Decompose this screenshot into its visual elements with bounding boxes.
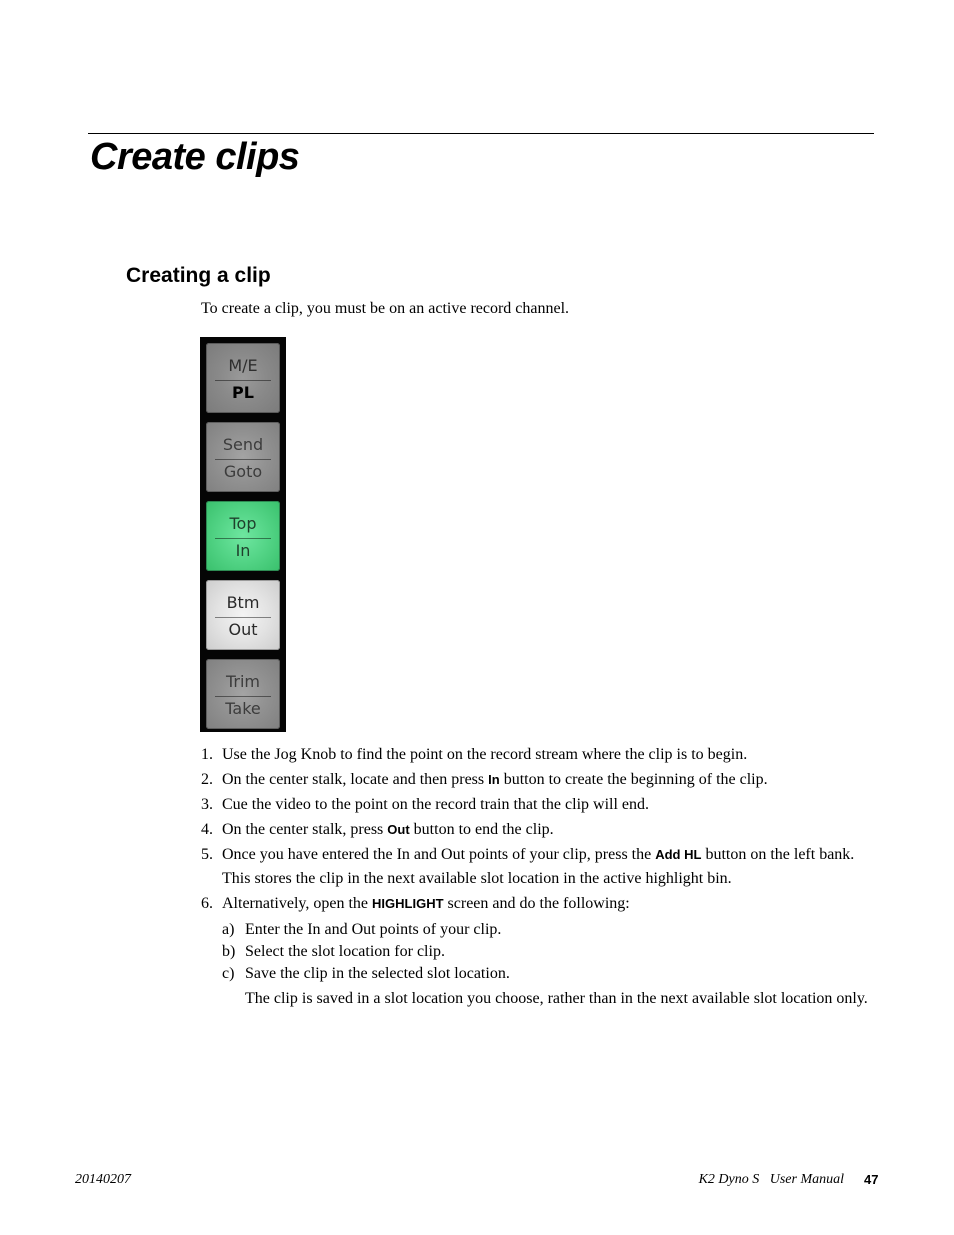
intro-text: To create a clip, you must be on an active record channel. bbox=[201, 300, 570, 317]
substep-letter: b) bbox=[222, 943, 236, 960]
button-divider bbox=[215, 617, 271, 618]
button-divider bbox=[215, 538, 271, 539]
step-text-pre: Alternatively, open the bbox=[222, 895, 373, 912]
step-text-post: screen and do the following: bbox=[443, 895, 630, 912]
btm-out-button bbox=[206, 580, 280, 650]
chapter-title: Create clips bbox=[90, 136, 300, 178]
step-text-post: button on the left bank. bbox=[701, 846, 855, 863]
trim-take-button bbox=[206, 659, 280, 729]
substep-item bbox=[222, 964, 881, 1009]
button-bottom-label: In bbox=[235, 541, 251, 560]
step-text: Cue the video to the point on the record train that the clip will end. bbox=[222, 796, 649, 813]
substep-item bbox=[222, 942, 881, 962]
me-pl-button bbox=[206, 343, 280, 413]
step-item bbox=[201, 745, 881, 765]
step-number: 2. bbox=[201, 771, 213, 788]
footer-manual-title: K2 Dyno S User Manual bbox=[698, 1172, 844, 1187]
step-text: Use the Jog Knob to find the point on the record stream where the clip is to begin. bbox=[222, 746, 748, 763]
step-number: 4. bbox=[201, 821, 213, 838]
section-title: Creating a clip bbox=[126, 264, 271, 287]
step-number: 6. bbox=[201, 895, 213, 912]
page-number: 47 bbox=[864, 1172, 879, 1187]
button-bottom-label: PL bbox=[232, 383, 254, 402]
substep-text: Select the slot location for clip. bbox=[245, 943, 445, 960]
step-text-pre: On the center stalk, locate and then press bbox=[222, 771, 489, 788]
substep-text: Enter the In and Out points of your clip. bbox=[245, 921, 502, 938]
substep-note: The clip is saved in a slot location you choose, rather than in the next available slot location only. bbox=[245, 990, 868, 1007]
ui-label-highlight: HIGHLIGHT bbox=[372, 896, 444, 911]
substep-item bbox=[222, 920, 881, 940]
procedure-steps bbox=[201, 745, 881, 1014]
step-text-pre: Once you have entered the In and Out points of your clip, press the bbox=[222, 846, 656, 863]
button-bottom-label: Out bbox=[228, 620, 258, 639]
button-top-label: M/E bbox=[228, 356, 258, 375]
step-item bbox=[201, 845, 881, 889]
substep-letter: a) bbox=[222, 921, 235, 938]
step-item bbox=[201, 795, 881, 815]
top-in-button bbox=[206, 501, 280, 571]
button-divider bbox=[215, 380, 271, 381]
substep-letter: c) bbox=[222, 965, 235, 982]
chapter-rule bbox=[88, 133, 874, 134]
substep-text: Save the clip in the selected slot location. bbox=[245, 965, 510, 982]
step-item bbox=[201, 820, 881, 840]
step-text-post: button to end the clip. bbox=[409, 821, 554, 838]
button-divider bbox=[215, 459, 271, 460]
step-text-pre: On the center stalk, press bbox=[222, 821, 388, 838]
footer-date: 20140207 bbox=[75, 1172, 131, 1187]
step-text-post: button to create the beginning of the clip. bbox=[499, 771, 768, 788]
button-bottom-label: Goto bbox=[223, 462, 263, 481]
button-bottom-label: Take bbox=[225, 699, 261, 718]
button-top-label: Btm bbox=[226, 593, 260, 612]
button-top-label: Trim bbox=[225, 672, 261, 691]
button-divider bbox=[215, 696, 271, 697]
step-number: 1. bbox=[201, 746, 213, 763]
step-note: This stores the clip in the next available slot location in the active highlight bin. bbox=[222, 870, 732, 887]
ui-label-add-hl: Add HL bbox=[655, 847, 702, 862]
button-strip-figure bbox=[200, 337, 286, 732]
step-number: 3. bbox=[201, 796, 213, 813]
step-item bbox=[201, 894, 881, 1009]
step-number: 5. bbox=[201, 846, 213, 863]
ui-label-in: In bbox=[488, 772, 500, 787]
step-item bbox=[201, 770, 881, 790]
ui-label-out: Out bbox=[387, 822, 410, 837]
button-top-label: Send bbox=[222, 435, 264, 454]
send-goto-button bbox=[206, 422, 280, 492]
substeps bbox=[222, 920, 881, 1009]
button-top-label: Top bbox=[229, 514, 257, 533]
